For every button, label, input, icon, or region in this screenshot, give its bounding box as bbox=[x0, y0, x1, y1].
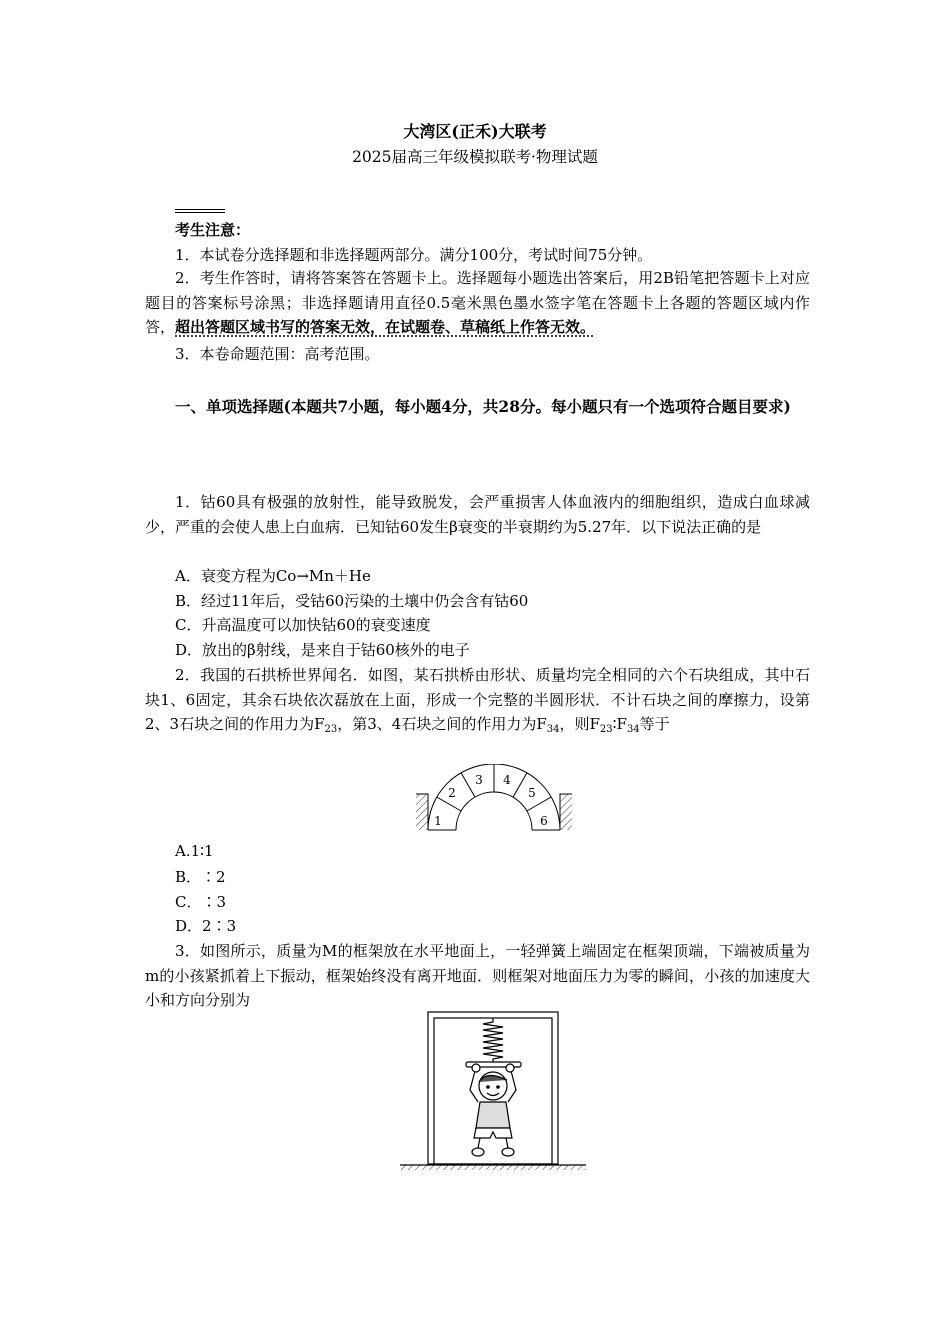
q2-option-b: B．∶2 bbox=[175, 868, 226, 886]
frame-spring-child-figure bbox=[398, 1010, 588, 1170]
child-left-shoe bbox=[472, 1148, 484, 1156]
q2-stem-text: 等于 bbox=[639, 715, 670, 733]
child-shirt bbox=[476, 1102, 510, 1128]
stone-joint bbox=[461, 773, 475, 797]
arch-inner bbox=[456, 792, 532, 830]
stone-label-5: 5 bbox=[528, 786, 536, 800]
q2-stem-text: 2．我国的石拱桥世界闻名．如图，某石拱桥由形状、质量均完全相同的六个石块组成，其中石块1、6固定，其余石块依次磊放在上面，形成一个完整的半圆形状．不计石块之间的摩擦力，设第2、3石块之间的作用力为F bbox=[145, 666, 810, 733]
decorative-rule bbox=[175, 209, 225, 210]
question-1-stem: 1．钴60具有极强的放射性，能导致脱发，会严重损害人体血液内的细胞组织，造成白血球减少，严重的会使人患上白血病．已知钴60发生β衰变的半衰期约为5.27年．以下说法正确的是 bbox=[145, 493, 810, 536]
ground-hatch-left bbox=[416, 794, 428, 830]
subscript: 34 bbox=[546, 724, 560, 735]
q1-option-d: D．放出的β射线，是来自于钴60核外的电子 bbox=[175, 641, 470, 659]
notice-item-2-emphasis: 超出答题区域书写的答案无效，在试题卷、草稿纸上作答无效。 bbox=[175, 318, 596, 336]
notice-heading: 考生注意： bbox=[175, 221, 251, 239]
notice-item-3: 3．本卷命题范围：高考范围。 bbox=[175, 345, 380, 363]
section-heading: 一、单项选择题(本题共7小题，每小题4分，共28分。每小题只有一个选项符合题目要求) bbox=[175, 397, 791, 416]
q1-option-b: B．经过11年后，受钴60污染的土壤中仍会含有钴60 bbox=[175, 592, 529, 610]
question-3-stem: 3．如图所示，质量为M的框架放在水平地面上，一轻弹簧上端固定在框架顶端，下端被质量为m的小孩紧抓着上下振动，框架始终没有离开地面．则框架对地面压力为零的瞬间，小孩的加速度大小和方向分别为 bbox=[145, 942, 810, 1009]
exam-title: 大湾区(正禾)大联考 bbox=[403, 122, 547, 141]
child-right-shoe bbox=[502, 1148, 514, 1156]
ground-hatch-right bbox=[560, 794, 572, 830]
q2-stem-text: ，第3、4石块之间的作用力为F bbox=[337, 715, 547, 733]
spring bbox=[483, 1018, 503, 1062]
stone-label-3: 3 bbox=[475, 773, 483, 787]
notice-item-2-text: 2．考生作答时，请将答案答在答题卡上。选择题每小题选出答案后，用2B铅笔把答题卡上对应题目的答案标号涂黑；非选择题请用直径0.5毫米黑色墨水签字笔在答题卡上各题的答题区域内作答， bbox=[145, 269, 810, 336]
child-right-hand bbox=[506, 1064, 514, 1072]
child-shorts bbox=[474, 1128, 512, 1138]
q1-option-a: A．衰变方程为Co→Mn＋He bbox=[175, 567, 371, 585]
decorative-rule bbox=[175, 212, 225, 213]
q2-option-c: C．∶3 bbox=[175, 893, 227, 911]
stone-label-1: 1 bbox=[434, 814, 442, 828]
stone-label-2: 2 bbox=[448, 786, 456, 800]
ground-hatch bbox=[400, 1165, 586, 1170]
notice-item-1: 1．本试卷分选择题和非选择题两部分。满分100分，考试时间75分钟。 bbox=[175, 246, 653, 264]
exam-subtitle: 2025届高三年级模拟联考·物理试题 bbox=[352, 148, 598, 166]
q1-option-c: C．升高温度可以加快钴60的衰变速度 bbox=[175, 616, 431, 634]
subscript: 34 bbox=[626, 724, 640, 735]
stone-arch-figure bbox=[414, 764, 574, 834]
q2-stem-text: ∶F bbox=[612, 715, 627, 733]
stone-label-6: 6 bbox=[540, 814, 548, 828]
notice-item-2 bbox=[145, 266, 810, 340]
subscript: 23 bbox=[324, 724, 338, 735]
q2-stem-text: ，则F bbox=[559, 715, 600, 733]
q2-option-a: A.1∶1 bbox=[175, 842, 214, 860]
q2-option-d: D．2∶3 bbox=[175, 917, 237, 935]
stone-label-4: 4 bbox=[503, 773, 511, 787]
question-2-stem bbox=[145, 663, 810, 743]
stone-joint bbox=[513, 773, 527, 797]
child-left-hand bbox=[472, 1064, 480, 1072]
subscript: 23 bbox=[599, 724, 613, 735]
